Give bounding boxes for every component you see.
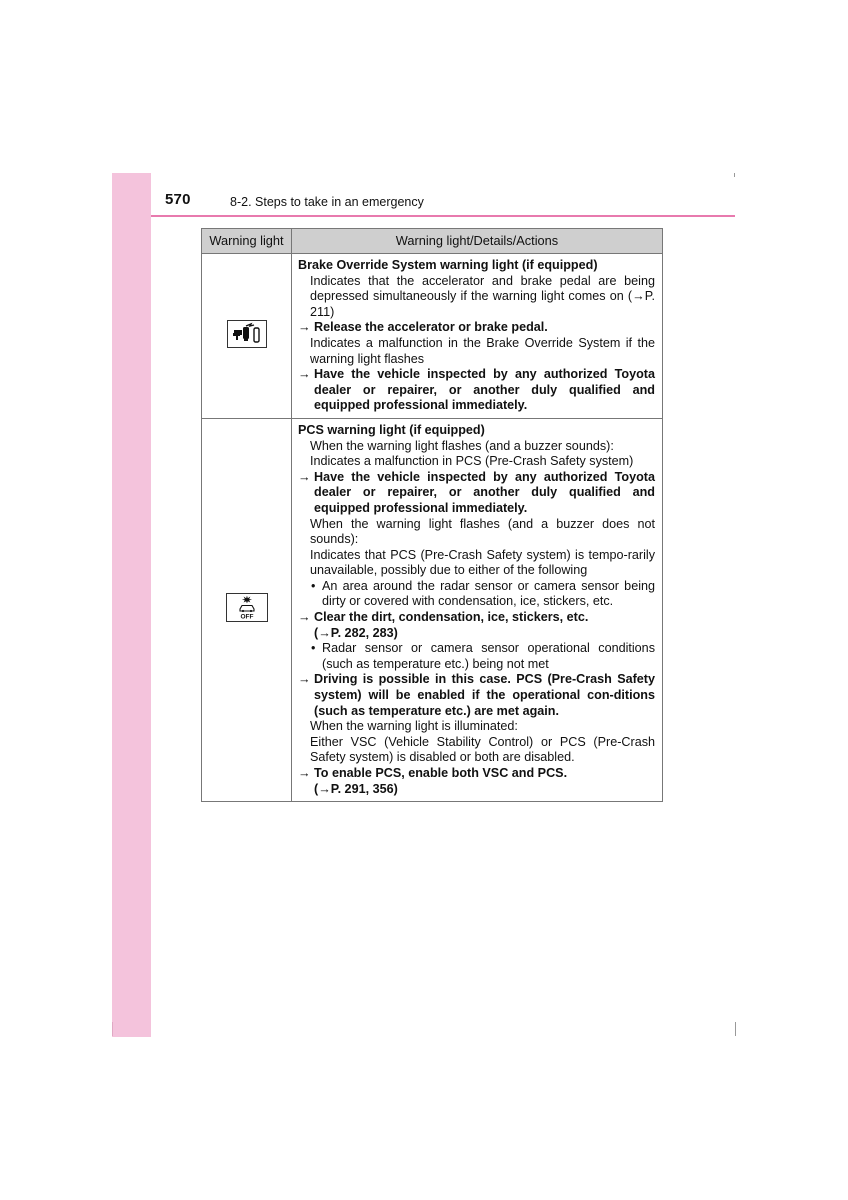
icon-off-label: OFF bbox=[240, 613, 253, 621]
bullet-icon: • bbox=[311, 578, 316, 593]
action-item bbox=[298, 672, 655, 719]
section-title: 8-2. Steps to take in an emergency bbox=[230, 195, 424, 209]
header-rule bbox=[151, 215, 735, 217]
action-item bbox=[298, 610, 655, 641]
arrow-right-icon: → bbox=[298, 320, 311, 335]
action-item bbox=[298, 320, 655, 336]
action-text: Have the vehicle inspected by any authorized Toyota dealer or repairer, or another duly qualified and equipped professional immediately. bbox=[314, 469, 655, 515]
detail-text: Indicates that the accelerator and brake pedal are being depressed simultaneously if the warning light comes on (→P. 211) bbox=[310, 273, 655, 319]
table-row bbox=[202, 254, 663, 419]
chapter-side-tab bbox=[112, 173, 151, 1037]
page-reference: (→P. 282, 283) bbox=[314, 625, 398, 640]
detail-text: When the warning light is illuminated: bbox=[310, 719, 518, 734]
arrow-right-icon: → bbox=[298, 766, 311, 780]
bullet-icon: • bbox=[311, 641, 316, 656]
bullet-item bbox=[298, 579, 655, 610]
arrow-right-icon: → bbox=[298, 672, 311, 687]
action-item bbox=[298, 766, 655, 797]
warning-light-cell bbox=[202, 418, 292, 801]
crop-mark-bottom-right bbox=[735, 1022, 736, 1036]
action-text: Driving is possible in this case. PCS (Pre-Crash Safety system) will be enabled if the operational con-ditions (such as temperature etc.) are met again. bbox=[314, 672, 655, 718]
detail-text: When the warning light flashes (and a buzzer sounds): bbox=[310, 438, 614, 453]
detail-text: Indicates a malfunction in PCS (Pre-Crash Safety system) bbox=[310, 454, 634, 469]
detail-text: Indicates that PCS (Pre-Crash Safety system) is tempo-rarily unavailable, possibly due to either of the following bbox=[310, 547, 655, 578]
arrow-right-icon: → bbox=[298, 367, 311, 382]
pcs-warning-icon bbox=[226, 593, 268, 622]
bullet-item bbox=[298, 641, 655, 672]
warning-light-table bbox=[201, 228, 663, 802]
arrow-right-icon: → bbox=[298, 469, 311, 484]
action-text: Release the accelerator or brake pedal. bbox=[314, 320, 548, 335]
crop-mark-bottom-left bbox=[112, 1022, 113, 1036]
column-header-warning-light: Warning light bbox=[202, 229, 292, 254]
details-cell bbox=[292, 418, 663, 801]
table-row bbox=[202, 418, 663, 801]
arrow-right-icon: → bbox=[298, 610, 311, 625]
bullet-text: Radar sensor or camera sensor operational conditions (such as temperature etc.) being not met bbox=[322, 641, 655, 671]
details-cell bbox=[292, 254, 663, 419]
brake-override-system-warning-icon bbox=[227, 320, 267, 348]
warning-title: Brake Override System warning light (if equipped) bbox=[298, 258, 598, 272]
detail-text: When the warning light flashes (and a buzzer does not sounds): bbox=[310, 516, 655, 547]
action-item bbox=[298, 367, 655, 414]
warning-title: PCS warning light (if equipped) bbox=[298, 422, 485, 437]
action-item bbox=[298, 470, 655, 517]
detail-text: Either VSC (Vehicle Stability Control) or PCS (Pre-Crash Safety system) is disabled or both are disabled. bbox=[310, 734, 655, 765]
action-text: Have the vehicle inspected by any authorized Toyota dealer or repairer, or another duly qualified and equipped professional immediately. bbox=[314, 367, 655, 413]
table-header-row bbox=[202, 229, 663, 254]
column-header-details-actions: Warning light/Details/Actions bbox=[292, 229, 663, 254]
page-reference: (→P. 291, 356) bbox=[314, 781, 398, 796]
crop-mark-top bbox=[734, 173, 735, 177]
page-number: 570 bbox=[165, 191, 191, 208]
action-text: Clear the dirt, condensation, ice, stickers, etc. bbox=[314, 610, 589, 625]
warning-light-cell bbox=[202, 254, 292, 419]
bullet-text: An area around the radar sensor or camera sensor being dirty or covered with condensation, ice, stickers, etc. bbox=[322, 578, 655, 609]
action-text: To enable PCS, enable both VSC and PCS. bbox=[314, 766, 568, 780]
detail-text: Indicates a malfunction in the Brake Override System if the warning light flashes bbox=[310, 335, 655, 366]
